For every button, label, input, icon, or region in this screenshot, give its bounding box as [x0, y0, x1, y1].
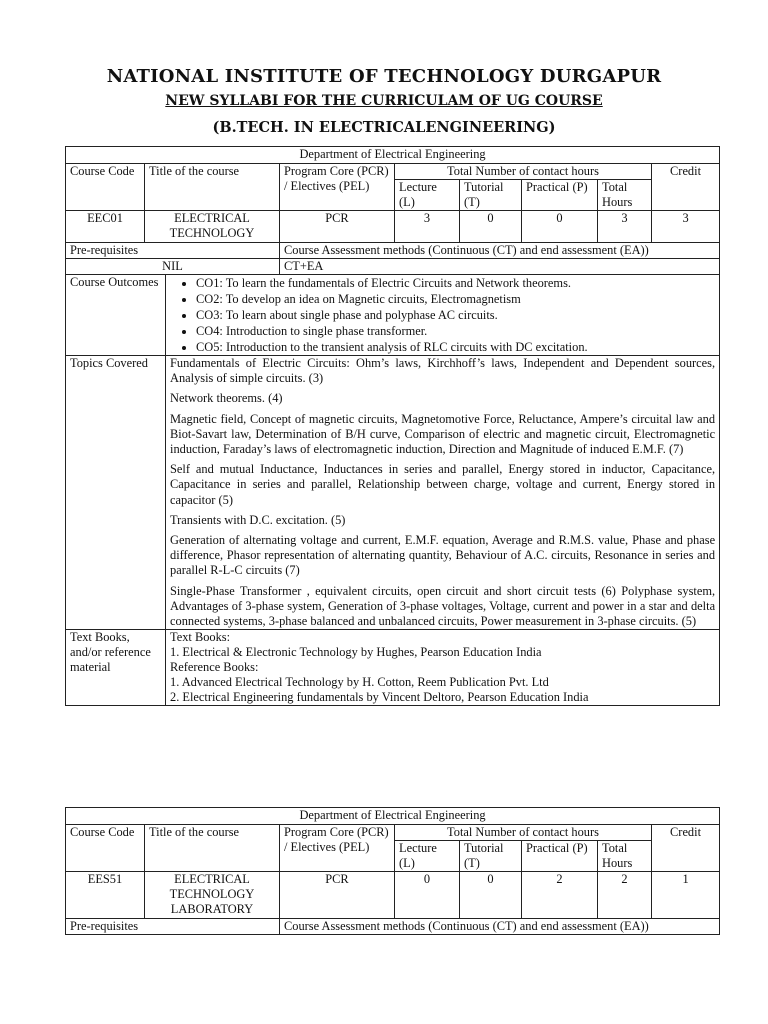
- col-total-hours: Total Hours: [598, 841, 652, 872]
- department-header: Department of Electrical Engineering: [66, 808, 720, 825]
- course-code: EES51: [66, 872, 145, 919]
- topic-paragraph: Single-Phase Transformer , equivalent circuits, open circuit and short circuit tests (6) Polyphase system, Advantages of 3-phase system, Generation of 3-phase voltages, Voltage, current and power in a star and delta connected systems, 3-phase balanced and unbalanced circuits, Power measurement in 3-phase circuits. (5): [170, 583, 716, 629]
- assessment-label: Course Assessment methods (Continuous (CT) and end assessment (EA)): [280, 919, 720, 935]
- col-tutorial: Tutorial (T): [460, 841, 522, 872]
- topics-cell: [166, 356, 720, 630]
- outcomes-label: Course Outcomes: [66, 275, 166, 356]
- topic-paragraph: Generation of alternating voltage and current, E.M.F. equation, Average and R.M.S. value, Phase and phase difference, Phasor representation of alternating quantity, Behaviour of A.C. circuits, Resonance in series and parallel R-L-C circuits (7): [170, 533, 716, 578]
- col-lecture: Lecture (L): [395, 180, 460, 211]
- topic-paragraph: Fundamentals of Electric Circuits: Ohm’s laws, Kirchhoff’s laws, Independent and Dependent sources, Analysis of simple circuits. (3): [170, 356, 716, 386]
- credit: 1: [652, 872, 720, 919]
- topic-paragraph: Magnetic field, Concept of magnetic circuits, Magnetomotive Force, Reluctance, Ampere’s circuital law and Biot-Savart law, Determination of B/H curve, Comparison of electric and magnetic circuit, Electromagnetic induction, Faraday’s laws of electromagnetic induction, Direction and Magnitude of induced E.M.F. (7): [170, 411, 716, 457]
- col-total-hours: Total Hours: [598, 180, 652, 211]
- lecture-hours: 3: [395, 211, 460, 243]
- outcome-item: • CO3: To learn about single phase and polyphase AC circuits.: [196, 307, 715, 323]
- col-practical: Practical (P): [522, 841, 598, 872]
- col-course-title: Title of the course: [145, 825, 280, 872]
- col-course-title: Title of the course: [145, 164, 280, 211]
- outcome-item: • CO1: To learn the fundamentals of Electric Circuits and Network theorems.: [196, 275, 715, 291]
- textbooks-cell: [166, 630, 720, 706]
- textbook-item: 1. Electrical & Electronic Technology by Hughes, Pearson Education India: [170, 645, 542, 660]
- outcome-item: • CO2: To develop an idea on Magnetic circuits, Electromagnetism: [196, 291, 715, 307]
- col-tutorial: Tutorial (T): [460, 180, 522, 211]
- practical-hours: 2: [522, 872, 598, 919]
- topics-label: Topics Covered: [66, 356, 166, 630]
- prerequisites-value: NIL: [66, 259, 280, 275]
- reference-heading: Reference Books:: [170, 660, 259, 675]
- tutorial-hours: 0: [460, 872, 522, 919]
- course-type: PCR: [280, 872, 395, 919]
- col-lecture: Lecture (L): [395, 841, 460, 872]
- program-title: (B.TECH. IN ELECTRICALENGINEERING): [212, 119, 556, 136]
- total-hours: 3: [598, 211, 652, 243]
- reference-item: 1. Advanced Electrical Technology by H. Cotton, Reem Publication Pvt. Ltd: [170, 675, 549, 690]
- col-contact-hours: Total Number of contact hours: [395, 164, 652, 180]
- col-program-core: Program Core (PCR) / Electives (PEL): [280, 825, 395, 872]
- course-title: ELECTRICAL TECHNOLOGY: [145, 211, 280, 243]
- course-table-eec01: [65, 146, 720, 706]
- institute-title: NATIONAL INSTITUTE OF TECHNOLOGY DURGAPUR: [106, 66, 662, 87]
- outcomes-list-cell: [166, 275, 720, 356]
- total-hours: 2: [598, 872, 652, 919]
- lecture-hours: 0: [395, 872, 460, 919]
- col-contact-hours: Total Number of contact hours: [395, 825, 652, 841]
- col-credit: Credit: [652, 825, 720, 872]
- credit: 3: [652, 211, 720, 243]
- col-program-core: Program Core (PCR) / Electives (PEL): [280, 164, 395, 211]
- col-practical: Practical (P): [522, 180, 598, 211]
- outcome-item: • CO5: Introduction to the transient analysis of RLC circuits with DC excitation.: [196, 339, 715, 355]
- assessment-value: CT+EA: [280, 259, 720, 275]
- outcomes-list: [170, 275, 715, 355]
- topic-paragraph: Network theorems. (4): [170, 391, 283, 406]
- department-header: Department of Electrical Engineering: [66, 147, 720, 164]
- practical-hours: 0: [522, 211, 598, 243]
- textbooks-label: Text Books, and/or reference material: [66, 630, 166, 706]
- outcome-item: • CO4: Introduction to single phase transformer.: [196, 323, 715, 339]
- col-credit: Credit: [652, 164, 720, 211]
- course-table-ees51: [65, 807, 720, 935]
- reference-item: 2. Electrical Engineering fundamentals by Vincent Deltoro, Pearson Education India: [170, 690, 589, 705]
- tutorial-hours: 0: [460, 211, 522, 243]
- col-course-code: Course Code: [66, 825, 145, 872]
- assessment-label: Course Assessment methods (Continuous (CT) and end assessment (EA)): [280, 243, 720, 259]
- syllabus-subtitle: NEW SYLLABI FOR THE CURRICULAM OF UG COURSE: [165, 93, 603, 109]
- course-title: ELECTRICAL TECHNOLOGY LABORATORY: [145, 872, 280, 919]
- topic-paragraph: Self and mutual Inductance, Inductances in series and parallel, Energy stored in inductor, Capacitance, Capacitance in series and parallel, Relationship between charge, voltage and current, Energy stored in capacitor (5): [170, 462, 716, 507]
- topic-paragraph: Transients with D.C. excitation. (5): [170, 512, 346, 527]
- col-course-code: Course Code: [66, 164, 145, 211]
- textbooks-heading: Text Books:: [170, 630, 231, 645]
- course-type: PCR: [280, 211, 395, 243]
- course-code: EEC01: [66, 211, 145, 243]
- prerequisites-label: Pre-requisites: [66, 919, 280, 935]
- prerequisites-label: Pre-requisites: [66, 243, 280, 259]
